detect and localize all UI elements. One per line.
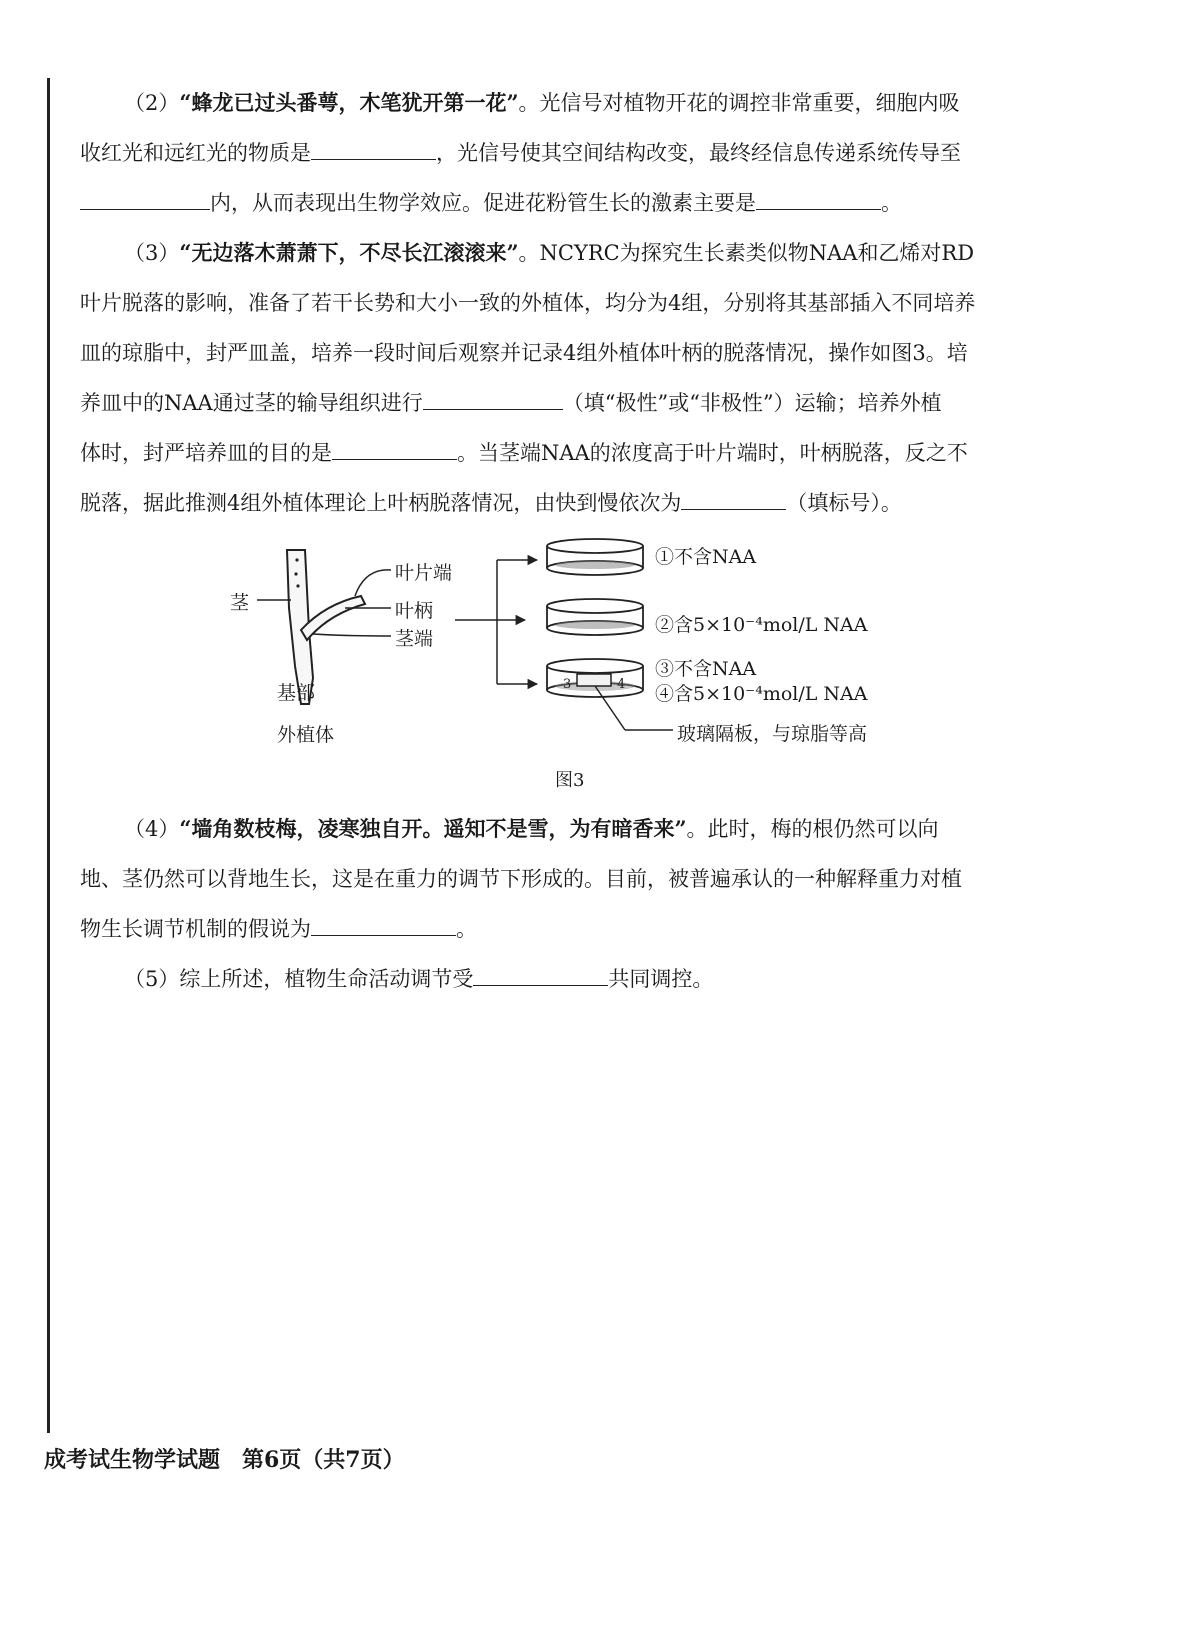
page-footer: 成考试生物学试题 第6页（共7页）	[44, 1447, 405, 1473]
label-dish-1: ①不含NAA	[655, 546, 757, 568]
figure-3	[205, 538, 925, 798]
question-number: （3）	[124, 241, 180, 265]
question-4-line-3	[80, 904, 1040, 954]
svg-text:3: 3	[563, 677, 572, 692]
question-2-line-1	[80, 78, 1040, 128]
question-text: 体时，封严培养皿的目的是	[80, 441, 332, 465]
label-leaf-end: 叶片端	[395, 562, 453, 584]
figure-caption: 图3	[555, 770, 585, 791]
question-text: （填“极性”或“非极性”）运输；培养外植	[562, 391, 942, 415]
question-text: 。当茎端NAA的浓度高于叶片端时，叶柄脱落，反之不	[457, 441, 968, 465]
question-text: 内，从而表现出生物学效应。促进花粉管生长的激素主要是	[210, 191, 756, 215]
poem-quote: “蜂龙已过头番萼，木笔犹开第一花”	[179, 90, 519, 115]
question-text: 。光信号对植物开花的调控非常重要，细胞内吸	[518, 91, 960, 115]
question-3-line-3: 皿的琼脂中，封严皿盖，培养一段时间后观察并记录4组外植体叶柄的脱落情况，操作如图3。培	[80, 341, 968, 365]
question-number: （4）	[124, 817, 180, 841]
label-dish-2: ②含5×10⁻⁴mol/L NAA	[655, 614, 868, 636]
question-number: （2）	[124, 91, 180, 115]
question-text: 收红光和远红光的物质是	[80, 141, 311, 165]
svg-text:4: 4	[617, 677, 626, 692]
question-text: （5）综上所述，植物生命活动调节受	[124, 967, 474, 991]
question-3-line-4	[80, 378, 1040, 428]
question-3-line-5	[80, 428, 1040, 478]
question-text: 共同调控。	[608, 967, 714, 991]
answer-blank[interactable]	[80, 190, 210, 210]
question-2-line-3	[80, 178, 1040, 228]
label-dish-4: ④含5×10⁻⁴mol/L NAA	[655, 683, 868, 705]
label-glass-divider: 玻璃隔板，与琼脂等高	[677, 723, 868, 745]
question-3-line-1	[80, 228, 1040, 278]
question-text: 。	[881, 191, 902, 215]
answer-blank[interactable]	[681, 490, 786, 510]
poem-quote: “墙角数枝梅，凌寒独自开。遥知不是雪，为有暗香来”	[179, 816, 687, 841]
explant-petiole-shape	[301, 596, 365, 640]
label-explant: 外植体	[277, 724, 335, 746]
answer-blank[interactable]	[311, 140, 436, 160]
petri-dish-1	[547, 539, 643, 575]
question-body-lower	[80, 804, 1040, 1004]
label-dish-3: ③不含NAA	[655, 658, 757, 680]
figure-3-drawing	[205, 538, 925, 798]
label-stem: 茎	[230, 592, 250, 614]
question-text: 。	[456, 917, 477, 941]
question-4-line-1	[80, 804, 1040, 854]
margin-line	[47, 78, 50, 1433]
question-text: 物生长调节机制的假说为	[80, 917, 311, 941]
answer-blank[interactable]	[332, 440, 457, 460]
question-5-line-1	[80, 954, 1040, 1004]
answer-blank[interactable]	[311, 916, 456, 936]
question-text: ，光信号使其空间结构改变，最终经信息传递系统传导至	[436, 141, 961, 165]
question-text: 。NCYRC为探究生长素类似物NAA和乙烯对RD	[518, 241, 975, 265]
petri-dish-2	[547, 599, 643, 635]
question-3-line-2: 叶片脱落的影响，准备了若干长势和大小一致的外植体，均分为4组，分别将其基部插入不同培养	[80, 291, 976, 315]
question-4-line-2: 地、茎仍然可以背地生长，这是在重力的调节下形成的。目前，被普遍承认的一种解释重力对植	[80, 867, 962, 891]
answer-blank[interactable]	[423, 390, 563, 410]
poem-quote: “无边落木萧萧下，不尽长江滚滚来”	[179, 240, 519, 265]
question-text: 脱落，据此推测4组外植体理论上叶柄脱落情况，由快到慢依次为	[80, 491, 682, 515]
question-body	[80, 78, 1040, 528]
question-text: （填标号）。	[786, 491, 902, 515]
question-3-line-6	[80, 478, 1040, 528]
question-text: 养皿中的NAA通过茎的输导组织进行	[80, 391, 423, 415]
label-stem-end: 茎端	[395, 628, 434, 650]
answer-blank[interactable]	[756, 190, 881, 210]
answer-blank[interactable]	[473, 966, 608, 986]
question-2-line-2	[80, 128, 1040, 178]
label-petiole: 叶柄	[395, 600, 434, 622]
question-text: 。此时，梅的根仍然可以向	[686, 817, 939, 841]
label-base: 基部	[277, 682, 316, 704]
